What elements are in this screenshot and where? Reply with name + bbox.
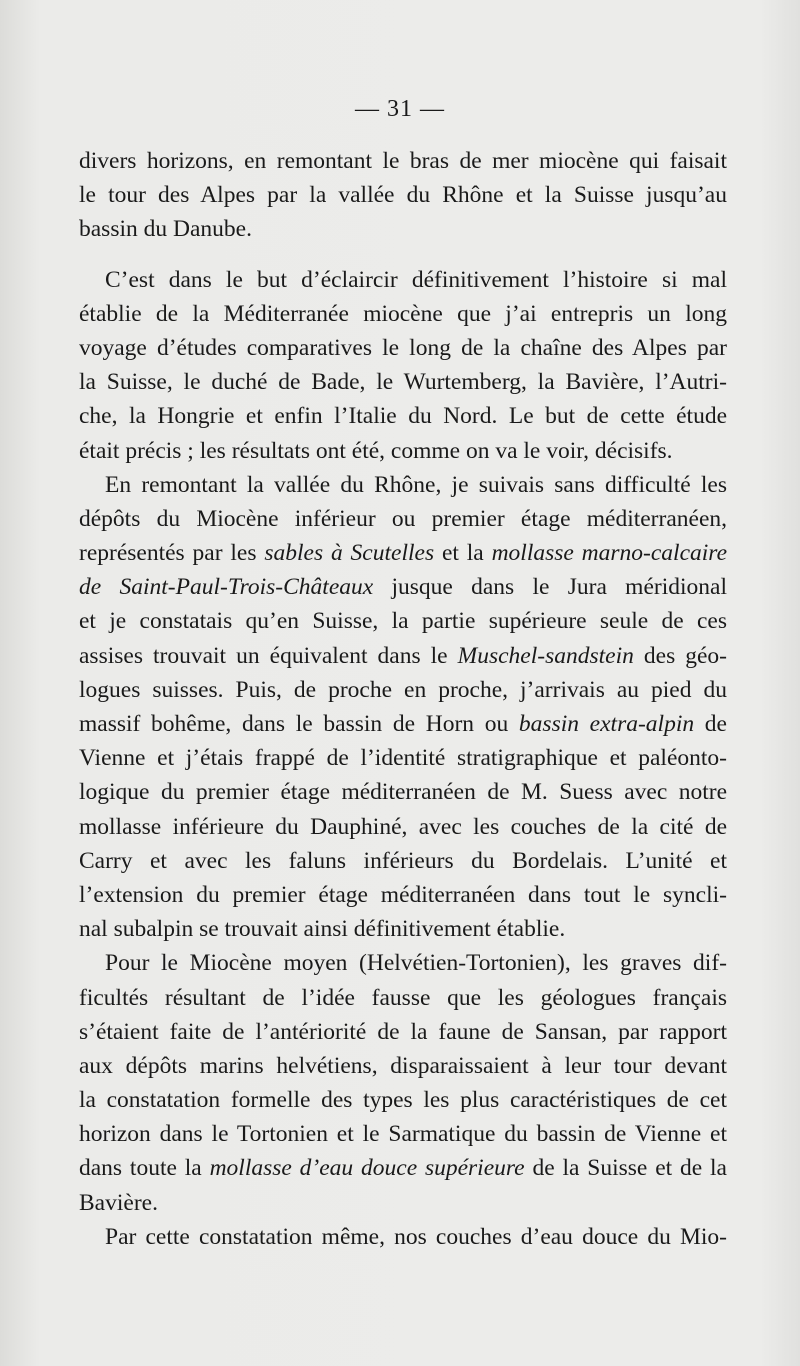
paragraph <box>79 946 727 1220</box>
text-segment: assises trouvait un équivalent dans le <box>79 642 458 669</box>
text-segment: des géo- <box>633 642 727 669</box>
text-line <box>79 1151 727 1185</box>
text-line: ficultés résultant de l’idée fausse que les géologues français <box>79 984 727 1011</box>
text-line: Bavière. <box>79 1189 158 1216</box>
text-line <box>79 707 727 741</box>
text-line: En remontant la vallée du Rhône, je suivais sans difficulté les <box>105 471 727 498</box>
text-segment: dans toute la <box>79 1155 210 1182</box>
text-line: C’est dans le but d’éclaircir définitivement l’histoire si mal <box>105 266 727 293</box>
italic-term: sables à Scutelles <box>264 540 435 567</box>
text-line: l’extension du premier étage méditerranéen dans tout le syncli- <box>79 881 727 908</box>
text-line: Vienne et j’étais frappé de l’identité stratigraphique et paléonto- <box>79 745 727 772</box>
text-segment: de <box>694 711 727 737</box>
text-line: Par cette constatation même, nos couches d’eau douce du Mio- <box>105 1223 727 1250</box>
text-segment: et la <box>434 540 492 567</box>
text-line: logique du premier étage méditerranéen de M. Suess avec notre <box>79 779 727 806</box>
italic-term: Muschel-sandstein <box>457 642 634 669</box>
text-segment: massif bohême, dans le bassin de Horn ou <box>79 711 519 737</box>
page-number: — 31 — <box>355 96 445 122</box>
text-line: Pour le Miocène moyen (Helvétien-Tortonien), les graves dif- <box>105 950 727 977</box>
text-segment: représentés par les <box>79 540 265 567</box>
text-line: dépôts du Miocène inférieur ou premier étage méditerranéen, <box>79 505 727 532</box>
italic-term: de Saint-Paul-Trois-Châteaux <box>79 574 374 601</box>
text-line: la Suisse, le duché de Bade, le Wurtemberg, la Bavière, l’Autri- <box>79 369 727 396</box>
text-line: divers horizons, en remontant le bras de mer miocène qui faisait <box>79 148 727 174</box>
italic-term: mollasse marno-calcaire <box>491 540 727 567</box>
text-segment: de la Suisse et de la <box>524 1155 727 1182</box>
text-line: et je constatais qu’en Suisse, la partie supérieure seule de ces <box>79 608 727 635</box>
paragraph-gap <box>79 247 727 263</box>
text-line: la constatation formelle des types les plus caractéristiques de cet <box>79 1087 727 1114</box>
paragraph <box>79 468 727 947</box>
text-line: voyage d’études comparatives le long de la chaîne des Alpes par <box>79 334 727 361</box>
paragraph <box>79 1220 727 1254</box>
paragraph <box>79 263 727 468</box>
body-text <box>79 144 727 1254</box>
text-line: che, la Hongrie et enfin l’Italie du Nord. Le but de cette étude <box>79 403 727 430</box>
paragraph <box>79 144 727 247</box>
text-segment: jusque dans le Jura méridional <box>373 574 727 601</box>
text-line: bassin du Danube. <box>79 216 252 243</box>
italic-term: bassin extra-alpin <box>518 711 695 737</box>
text-line: le tour des Alpes par la vallée du Rhône et la Suisse jusqu’au <box>79 182 727 209</box>
text-line: nal subalpin se trouvait ainsi définitivement établie. <box>79 916 566 943</box>
text-line: établie de la Méditerranée miocène que j’ai entrepris un long <box>79 300 727 327</box>
text-line: était précis ; les résultats ont été, comme on va le voir, décisifs. <box>79 437 673 464</box>
text-line <box>79 639 727 673</box>
text-line <box>79 536 727 570</box>
text-line: mollasse inférieure du Dauphiné, avec les couches de la cité de <box>79 813 727 840</box>
text-line: aux dépôts marins helvétiens, disparaissaient à leur tour devant <box>79 1052 727 1079</box>
text-line: logues suisses. Puis, de proche en proche, j’arrivais au pied du <box>79 676 727 703</box>
text-line: Carry et avec les faluns inférieurs du Bordelais. L’unité et <box>79 847 727 874</box>
text-line <box>79 570 727 604</box>
text-line: horizon dans le Tortonien et le Sarmatique du bassin de Vienne et <box>79 1121 727 1148</box>
text-line: s’étaient faite de l’antériorité de la faune de Sansan, par rapport <box>79 1018 727 1045</box>
italic-term: mollasse d’eau douce supérieure <box>209 1155 525 1182</box>
